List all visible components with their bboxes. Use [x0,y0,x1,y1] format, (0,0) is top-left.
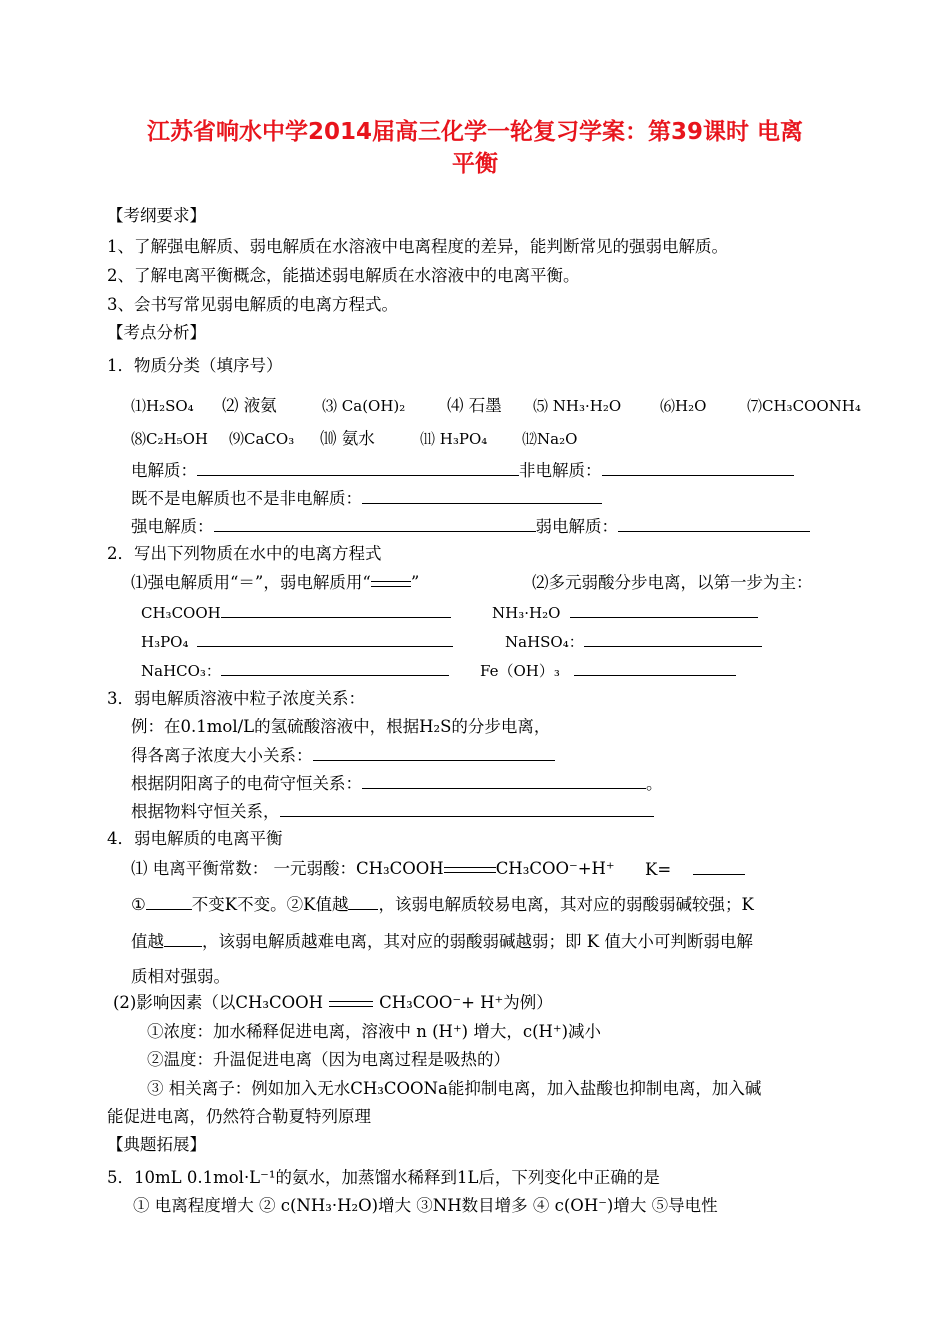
q1-item: ⑴H₂SO₄ [131,397,194,415]
h3po4-label: H₃PO₄ [141,633,189,651]
electrolyte-row [131,459,794,482]
strong-electrolyte-label: 强电解质： [131,517,214,536]
factor-ions-cont: 能促进电离，仍然符合勒夏特列原理 [107,1107,371,1126]
neither-row [131,487,602,510]
neither-label: 既不是电解质也不是非电解质： [131,489,362,508]
requirement-2: 2、了解电离平衡概念，能描述弱电解质在水溶液中的电离平衡。 [107,266,580,285]
q3-charge-end: 。 [646,774,663,793]
q3-order-row [131,744,555,767]
nh3h2o-answer-blank[interactable] [570,601,758,618]
q4-const-row [131,858,615,880]
feoh3-row [480,659,736,682]
nh3h2o-row [492,601,758,624]
feoh3-answer-blank[interactable] [574,659,736,676]
q1-item: ⑿Na₂O [522,430,578,448]
q1-item: ⑽ 氨水 [320,429,375,448]
section-heading-kaodian: 【考点分析】 [107,323,206,342]
q4-heading: 4．弱电解质的电离平衡 [107,829,283,848]
k-blank-1[interactable] [146,893,192,910]
non-electrolyte-label: 非电解质： [519,461,602,480]
electrolyte-answer-blank[interactable] [197,459,519,476]
q4-factors-row [113,992,553,1014]
q4-k-text1b: 不变K不变。②K值越 [191,895,349,914]
q4-k-text3: 质相对强弱。 [131,967,230,986]
q2-rule [131,572,419,594]
q4-k-text2a: 值越 [131,932,164,951]
q1-item: ⑷ 石墨 [447,396,502,415]
q4-k-text1c: ，该弱电解质较易电离，其对应的弱酸弱碱较强；K [378,895,754,914]
q1-item: ⑼CaCO₃ [229,430,295,448]
factor-temperature: ②温度：升温促进电离（因为电离过程是吸热的） [147,1050,510,1069]
q4-k-text2 [131,930,753,953]
nahso4-label: NaHSO₄： [505,633,584,651]
q1-item: ⑺CH₃COONH₄ [747,397,861,415]
weak-answer-blank[interactable] [618,515,810,532]
q3-charge-row [131,772,663,795]
q4-factors-b: CH₃COO⁻+ H⁺为例） [379,993,553,1012]
q1-item: ⑸ NH₃·H₂O [533,397,622,415]
q2-rule2: ⑵多元弱酸分步电离，以第一步为主： [532,573,813,592]
q4-k-text1a: ① [131,895,146,914]
q3-order-label: 得各离子浓度大小关系： [131,746,313,765]
q1-item: ⑶ Ca(OH)₂ [322,397,406,415]
q3-material-row [131,800,654,823]
q3-material-answer-blank[interactable] [280,800,654,817]
q4-k-label: K= [645,860,672,879]
q4-k-text2b: ，该弱电解质越难电离，其对应的弱酸弱碱越弱；即 K 值大小可判断弱电解 [202,932,753,951]
q4-const-right: CH₃COO⁻+H⁺ [495,859,615,878]
nahso4-row [505,630,762,653]
requirement-3: 3、会书写常见弱电解质的电离方程式。 [107,295,398,314]
q3-charge-answer-blank[interactable] [362,772,646,789]
ch3cooh-label: CH₃COOH [141,604,221,622]
q3-charge-label: 根据阴阳离子的电荷守恒关系： [131,774,362,793]
non-electrolyte-answer-blank[interactable] [602,459,794,476]
q4-k-row [645,858,745,881]
equilibrium-arrow-icon [371,577,411,591]
k-blank-2[interactable] [348,893,378,910]
q5-stem: 5．10mL 0.1mol·L⁻¹的氨水，加蒸馏水稀释到1L后，下列变化中正确的是 [107,1168,660,1187]
page-title-line2: 平衡 [452,151,498,177]
strong-weak-row [131,515,810,538]
ch3cooh-row [141,601,451,624]
k-blank-3[interactable] [164,930,202,947]
q1-item: ⑻C₂H₅OH [131,430,208,448]
q2-rule1b: ” [410,573,420,592]
k-answer-blank[interactable] [693,858,745,875]
strong-answer-blank[interactable] [214,515,536,532]
q1-heading: 1．物质分类（填序号） [107,356,283,375]
section-heading-dianti: 【典题拓展】 [107,1135,206,1154]
feoh3-label: Fe（OH）₃ [480,662,560,680]
neither-answer-blank[interactable] [362,487,602,504]
equilibrium-arrow-icon [444,863,496,877]
nahco3-label: NaHCO₃： [141,662,221,680]
h3po4-answer-blank[interactable] [197,630,453,647]
q4-factors-a: (2)影响因素（以CH₃COOH [113,993,324,1012]
factor-ions: ③ 相关离子：例如加入无水CH₃COONa能抑制电离，加入盐酸也抑制电离，加入碱 [147,1079,762,1098]
nahso4-answer-blank[interactable] [584,630,762,647]
q1-item: ⑹H₂O [660,397,707,415]
h3po4-row [141,630,453,653]
q3-material-label: 根据物料守恒关系， [131,802,280,821]
q3-heading: 3．弱电解质溶液中粒子浓度关系： [107,689,365,708]
nahco3-row [141,659,449,682]
section-heading-kaogang: 【考纲要求】 [107,206,206,225]
q2-rule1a: ⑴强电解质用“＝”，弱电解质用“ [131,573,371,592]
q5-options: ① 电离程度增大 ② c(NH₃·H₂O)增大 ③NH数目增多 ④ c(OH⁻)增大 ⑤导电性 [133,1196,718,1215]
nh3h2o-label: NH₃·H₂O [492,604,561,622]
equilibrium-arrow-icon [329,997,373,1011]
page-title-line1: 江苏省响水中学2014届高三化学一轮复习学案：第39课时 电离 [146,119,804,145]
ch3cooh-answer-blank[interactable] [221,601,451,618]
weak-electrolyte-label: 弱电解质： [535,517,618,536]
q1-item: ⑵ 液氨 [222,396,277,415]
electrolyte-label: 电解质： [131,461,197,480]
factor-concentration: ①浓度：加水稀释促进电离，溶液中 n (H⁺) 增大，c(H⁺)减小 [147,1022,602,1041]
q3-example: 例：在0.1mol/L的氢硫酸溶液中，根据H₂S的分步电离， [131,717,551,736]
q2-heading: 2．写出下列物质在水中的电离方程式 [107,544,382,563]
q4-const-label: ⑴ 电离平衡常数： 一元弱酸：CH₃COOH [131,859,444,878]
nahco3-answer-blank[interactable] [221,659,449,676]
requirement-1: 1、了解强电解质、弱电解质在水溶液中电离程度的差异，能判断常见的强弱电解质。 [107,237,728,256]
q3-order-answer-blank[interactable] [313,744,555,761]
q1-item: ⑾ H₃PO₄ [420,430,488,448]
q4-k-text1 [131,893,754,916]
